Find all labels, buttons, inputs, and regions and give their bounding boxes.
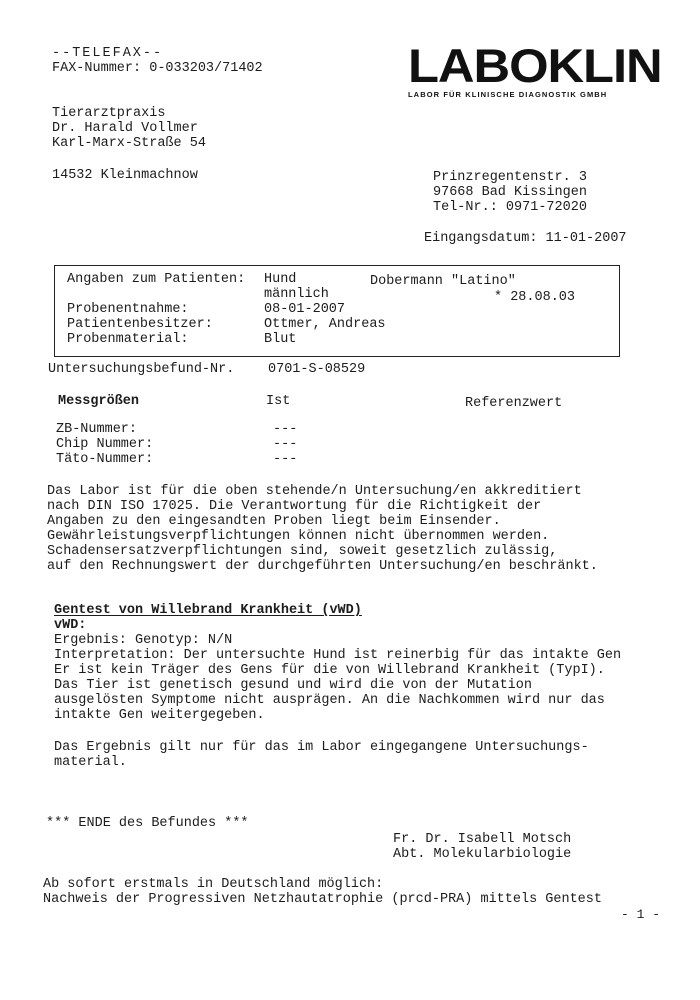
logo-tagline: LABOR FÜR KLINISCHE DIAGNOSTIK GMBH: [408, 90, 608, 99]
recipient-line: Karl-Marx-Straße 54: [52, 136, 206, 151]
id-label: Täto-Nummer:: [56, 452, 154, 467]
report-number: 0701-S-08529: [268, 362, 366, 377]
logo-wordmark: LABOKLIN: [408, 39, 662, 92]
patient-sex: männlich: [264, 287, 329, 302]
interpretation-line: Das Tier ist genetisch gesund und wird die von der Mutation: [54, 678, 532, 693]
disclaimer-line: Angaben zu den eingesandten Proben liegt beim Einsender.: [47, 514, 501, 529]
test-subtitle: vWD:: [54, 618, 87, 633]
material-value: Blut: [264, 332, 297, 347]
disclaimer-line: nach DIN ISO 17025. Die Verantwortung für die Richtigkeit der: [47, 499, 542, 514]
owner-name: Ottmer, Andreas: [264, 317, 386, 332]
recipient-line: Tierarztpraxis: [52, 106, 166, 121]
footer-line: Nachweis der Progressiven Netzhautatrophie (prcd-PRA) mittels Gentest: [43, 892, 602, 907]
validity-line: material.: [54, 755, 127, 770]
patient-name: Dobermann "Latino": [370, 274, 516, 289]
sender-street: Prinzregentenstr. 3: [433, 170, 587, 185]
owner-label: Patientenbesitzer:: [67, 317, 213, 332]
test-result: Ergebnis: Genotyp: N/N: [54, 633, 233, 648]
disclaimer-line: auf den Rechnungswert der durchgeführten Untersuchung/en beschränkt.: [47, 559, 598, 574]
report-end: *** ENDE des Befundes ***: [46, 816, 249, 831]
received-date: Eingangsdatum: 11-01-2007: [424, 231, 627, 246]
sender-city: 97668 Bad Kissingen: [433, 185, 587, 200]
sample-date: 08-01-2007: [264, 302, 346, 317]
page-number: - 1 -: [620, 907, 660, 922]
results-col-actual: Ist: [266, 394, 291, 409]
id-label: Chip Nummer:: [56, 437, 154, 452]
patient-species: Hund: [264, 272, 297, 287]
interpretation-line: Interpretation: Der untersuchte Hund ist reinerbig für das intakte Gen: [54, 648, 622, 663]
footer-line: Ab sofort erstmals in Deutschland möglich:: [43, 877, 384, 892]
results-col-measures: Messgrößen: [58, 394, 140, 409]
interpretation-line: Er ist kein Träger des Gens für die von Willebrand Krankheit (TypI).: [54, 663, 605, 678]
disclaimer-line: Das Labor ist für die oben stehende/n Untersuchung/en akkreditiert: [47, 484, 582, 499]
interpretation-line: ausgelösten Symptome nicht ausprägen. An die Nachkommen wird nur das: [54, 693, 605, 708]
signature-name: Fr. Dr. Isabell Motsch: [393, 832, 572, 847]
id-value: ---: [273, 452, 298, 467]
report-number-label: Untersuchungsbefund-Nr.: [48, 362, 235, 377]
test-title: Gentest von Willebrand Krankheit (vWD): [54, 603, 362, 618]
disclaimer-line: Schadensersatzverpflichtungen sind, soweit gesetzlich zulässig,: [47, 544, 558, 559]
id-value: ---: [273, 422, 298, 437]
id-label: ZB-Nummer:: [56, 422, 138, 437]
material-label: Probenmaterial:: [67, 332, 189, 347]
patient-birth: * 28.08.03: [494, 290, 576, 305]
signature-department: Abt. Molekularbiologie: [393, 847, 572, 862]
sample-date-label: Probenentnahme:: [67, 302, 189, 317]
patient-label: Angaben zum Patienten:: [67, 272, 246, 287]
validity-line: Das Ergebnis gilt nur für das im Labor eingegangene Untersuchungs-: [54, 740, 589, 755]
results-col-reference: Referenzwert: [465, 396, 563, 411]
interpretation-line: intakte Gen weitergegeben.: [54, 708, 265, 723]
sender-phone: Tel-Nr.: 0971-72020: [433, 200, 587, 215]
id-value: ---: [273, 437, 298, 452]
fax-header-label: --TELEFAX--: [52, 46, 164, 61]
laboklin-logo: [408, 39, 666, 99]
disclaimer-line: Gewährleistungsverpflichtungen können nicht übernommen werden.: [47, 529, 550, 544]
recipient-line: Dr. Harald Vollmer: [52, 121, 198, 136]
fax-number: FAX-Nummer: 0-033203/71402: [52, 61, 263, 76]
recipient-line: 14532 Kleinmachnow: [52, 168, 198, 183]
